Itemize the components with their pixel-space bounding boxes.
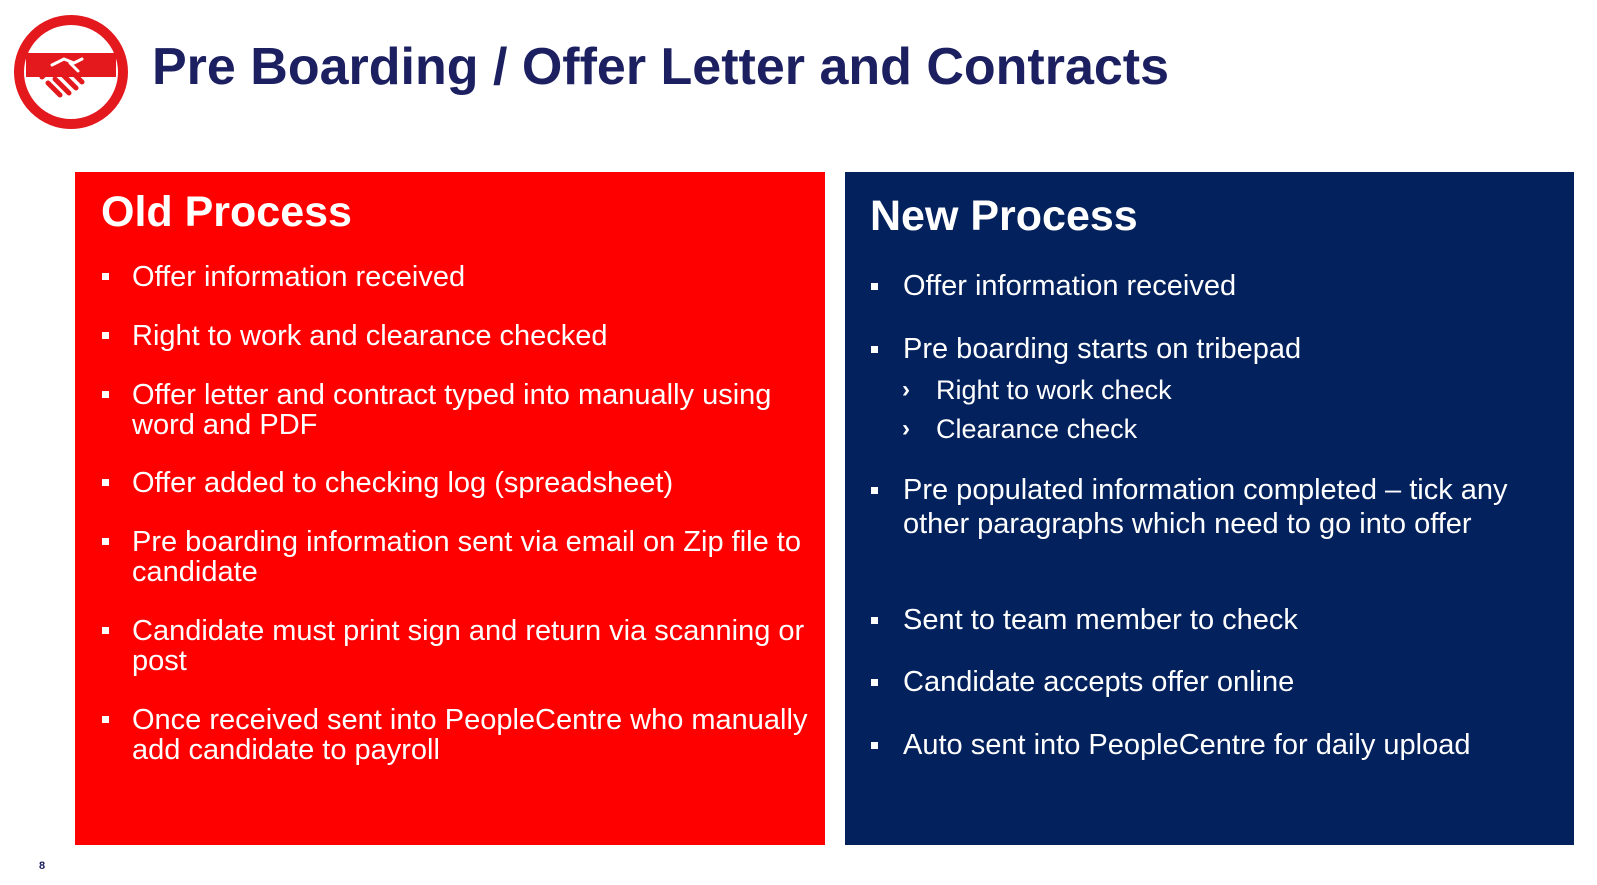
bullet-icon xyxy=(871,283,878,290)
chevron-right-icon: › xyxy=(902,376,910,403)
new-process-sub-item: Clearance check xyxy=(936,414,1138,444)
bullet-icon xyxy=(102,479,109,486)
bullet-icon xyxy=(102,332,109,339)
old-process-heading: Old Process xyxy=(101,188,352,236)
bullet-icon xyxy=(102,391,109,398)
handshake-logo-icon xyxy=(12,13,130,131)
new-process-item: Candidate accepts offer online xyxy=(903,666,1295,698)
old-process-item: Offer information received xyxy=(132,261,466,293)
bullet-icon xyxy=(871,487,878,494)
new-process-panel xyxy=(845,172,1574,845)
bullet-icon xyxy=(102,538,109,545)
bullet-icon xyxy=(871,679,878,686)
new-process-sub-item: Right to work check xyxy=(936,375,1172,405)
old-process-item: Candidate must print sign and return via scanning or post xyxy=(132,615,805,677)
old-process-item: Offer letter and contract typed into manually using word and PDF xyxy=(132,379,772,441)
old-process-item: Once received sent into PeopleCentre who manually add candidate to payroll xyxy=(132,704,808,766)
new-process-item: Offer information received xyxy=(903,270,1237,302)
page-number: 8 xyxy=(39,860,46,872)
new-process-item: Pre populated information completed – tick any other paragraphs which need to go into offer xyxy=(903,474,1508,540)
bullet-icon xyxy=(102,273,109,280)
old-process-item: Pre boarding information sent via email on Zip file to candidate xyxy=(132,526,801,588)
new-process-item: Sent to team member to check xyxy=(903,604,1298,636)
new-process-item: Pre boarding starts on tribepad xyxy=(903,333,1302,365)
slide-title: Pre Boarding / Offer Letter and Contracts xyxy=(152,38,1170,96)
old-process-panel xyxy=(75,172,825,845)
bullet-icon xyxy=(871,346,878,353)
chevron-right-icon: › xyxy=(902,415,910,442)
bullet-icon xyxy=(871,617,878,624)
old-process-item: Right to work and clearance checked xyxy=(132,320,608,352)
new-process-heading: New Process xyxy=(870,192,1138,240)
new-process-item: Auto sent into PeopleCentre for daily upload xyxy=(903,729,1471,761)
bullet-icon xyxy=(102,627,109,634)
bullet-icon xyxy=(102,716,109,723)
old-process-item: Offer added to checking log (spreadsheet) xyxy=(132,467,674,499)
bullet-icon xyxy=(871,742,878,749)
